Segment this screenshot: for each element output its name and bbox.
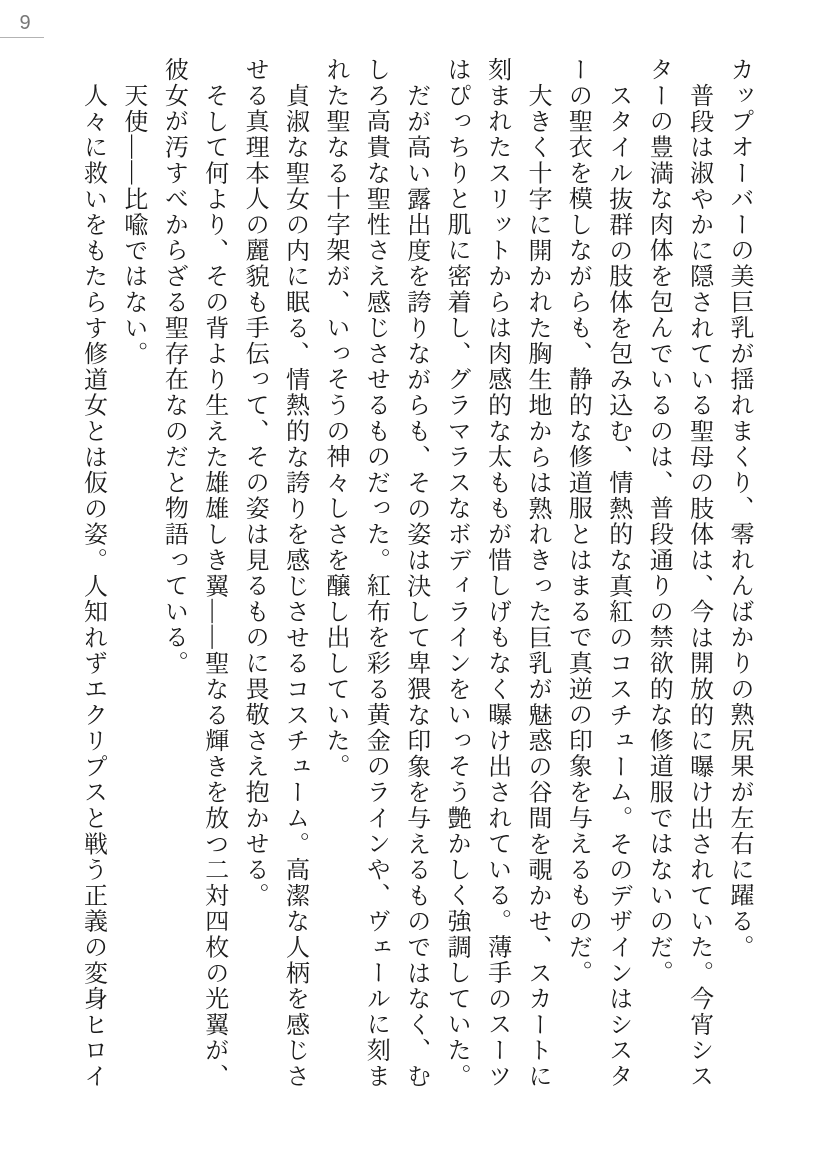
paragraph: カップオーバーの美巨乳が揺れまくり、零れんばかりの熟尻果が左右に躍る。: [726, 57, 752, 960]
paragraph: 貞淑な聖女の内に眠る、情熱的な誇りを感じさせるコスチューム。高潔な人柄を感じさせる真理本人の麗貌も手伝って、その姿は見るものに畏敬さえ抱かせる。: [241, 57, 308, 1089]
paragraph: そして何より、その背より生えた雄雄しき翼――聖なる輝きを放つ二対四枚の光翼が、彼女が汚すべからざる聖存在なのだと物語っている。: [160, 57, 227, 1089]
vertical-text-block: [69, 57, 759, 1095]
paragraph: 天使――比喩ではない。: [119, 82, 146, 367]
paragraph: 大きく十字に開かれた胸生地からは熟れきった巨乳が魅惑の谷間を覗かせ、スカートに刻まれたスリットからは肉感的な太ももが惜しげもなく曝け出されている。薄手のスーツはぴっちりと肌に密着し、グラマラスなボディラインをいっそう艶かしく強調していた。: [443, 57, 550, 1089]
paragraph: スタイル抜群の肢体を包み込む、情熱的な真紅のコスチューム。そのデザインはシスターの聖衣を模しながらも、静的な修道服とはまるで真逆の印象を与えるものだ。: [564, 57, 631, 1089]
paragraph: だが高い露出度を誇りながらも、その姿は決して卑猥な印象を与えるものではなく、むしろ高貴な聖性さえ感じさせるものだった。紅布を彩る黄金のラインや、ヴェールに刻まれた聖なる十字架が、いっそうの神々しさを醸し出していた。: [321, 57, 429, 1089]
paragraph: 人々に救いをもたらす修道女とは仮の姿。人知れずエクリプスと戦う正義の変身ヒロイ: [79, 82, 106, 1089]
page-number-rule: [0, 37, 44, 38]
paragraph: 普段は淑やかに隠されている聖母の肢体は、今は開放的に曝け出されていた。今宵シスターの豊満な肉体を包んでいるのは、普段通りの禁欲的な修道服ではないのだ。: [645, 57, 712, 1089]
page-number: 9: [19, 12, 31, 34]
